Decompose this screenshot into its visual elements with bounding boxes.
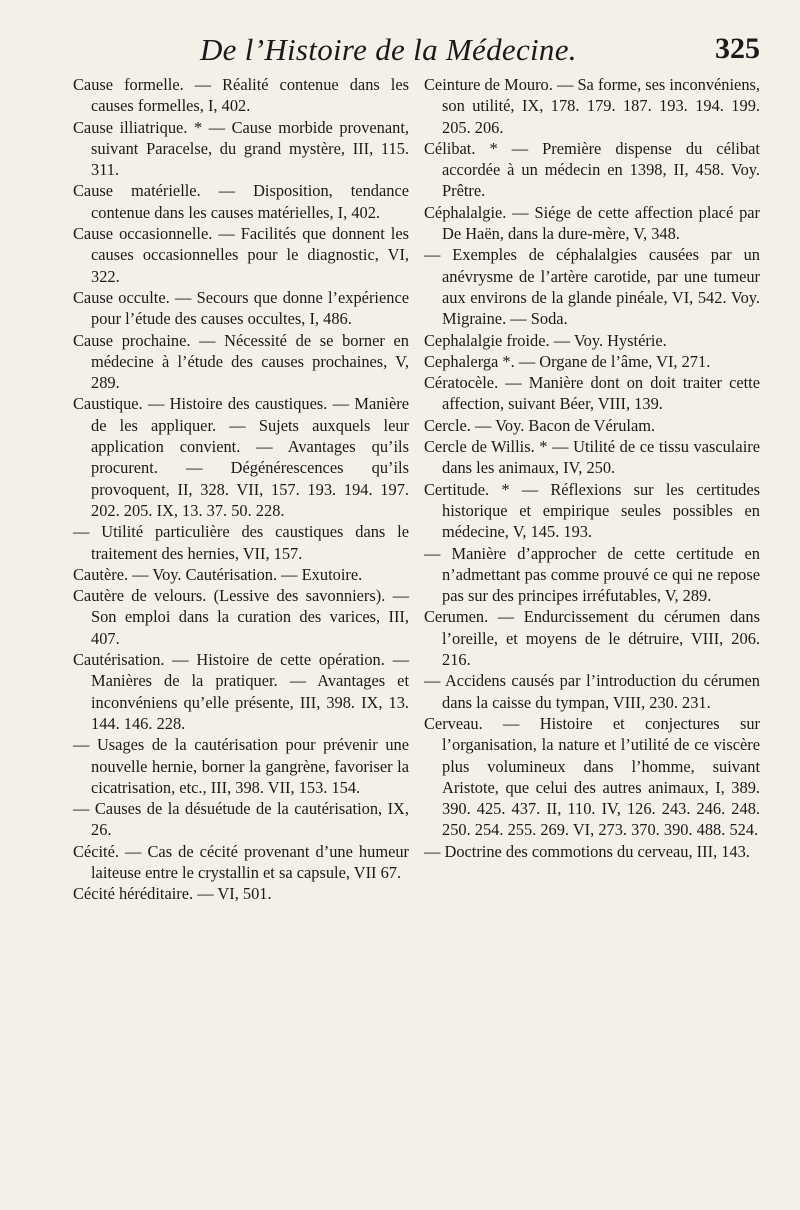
index-entry: Cephalalgie froide. — Voy. Hystérie. — [424, 330, 667, 350]
index-entry: Cause formelle. — Réalité contenue dans les causes formelles, I, 402. — [73, 75, 409, 116]
index-subentry: — Usages de la cautérisation pour prévenir une nouvelle hernie, borner la gangrène, favoriser la cicatrisation, etc., III, 398. VII, 153. 154. — [73, 735, 409, 797]
index-entry: Cercle. — Voy. Bacon de Vérulam. — [424, 415, 656, 435]
index-entry: Caustique. — Histoire des caustiques. — Manière de les appliquer. — Sujets auxquels leur application convient. — Avantages qu’ils procurent. — Dégénérescences qu’ils provoquent, II, 328. VII, 157. 193. 194. 197. 202. 205. IX, 13. 37. 50. 228. — [73, 394, 409, 520]
page-number: 325 — [715, 32, 760, 65]
index-entry: Cerveau. — Histoire et conjectures sur l’organisation, la nature et l’utilité de ce viscère plus volumineux dans l’homme, suivant Aristote, que celui des autres animaux, I, 389. 390. 425. 437. II, 110. IV, 126. 243. 246. 248. 250. 254. 255. 269. VI, 273. 370. 390. 488. 524. — [424, 713, 760, 840]
running-title: De l’Histoire de la Médecine. — [200, 32, 577, 67]
index-entry: Cause prochaine. — Nécessité de se borner en médecine à l’étude des causes prochaines, V, 289. — [73, 330, 409, 393]
index-entry: Cautérisation. — Histoire de cette opération. — Manières de la pratiquer. — Avantages et inconvéniens qu’elle présente, III, 398. IX, 13. 144. 146. 228. — [73, 650, 409, 733]
index-subentry: — Causes de la désuétude de la cautérisation, IX, 26. — [73, 799, 409, 840]
index-entry: Cause illiatrique. * — Cause morbide provenant, suivant Paracelse, du grand mystère, III, 115. 311. — [73, 117, 409, 180]
index-entry: Cécité. — Cas de cécité provenant d’une humeur laiteuse entre le crystallin et sa capsule, VII 67. — [73, 841, 409, 882]
index-entry: Cerumen. — Endurcissement du cérumen dans l’oreille, et moyens de le détruire, VIII, 206. 216. — [424, 607, 760, 670]
index-subentry: — Manière d’approcher de cette certitude en n’admettant pas comme prouvé ce qui ne repose pas sur des principes irréfutables, V, 289. — [424, 543, 760, 606]
index-entry: Certitude. * — Réflexions sur les certitudes historique et empirique seules possibles en médecine, V, 145. 193. — [424, 479, 760, 542]
index-entry: Célibat. * — Première dispense du célibat accordée à un médecin en 1398, II, 458. Voy. Prêtre. — [424, 138, 760, 201]
index-entry: Cercle de Willis. * — Utilité de ce tissu vasculaire dans les animaux, IV, 250. — [424, 437, 760, 478]
index-entry: Céphalalgie. — Siége de cette affection placé par De Haën, dans la dure-mère, V, 348. — [424, 202, 760, 244]
index-entry: Cautère. — Voy. Cautérisation. — Exutoire. — [73, 564, 363, 584]
index-entry: Cautère de velours. (Lessive des savonniers). — Son emploi dans la curation des varices, III, 407. — [73, 586, 409, 648]
index-entry: Ceinture de Mouro. — Sa forme, ses inconvéniens, son utilité, IX, 178. 179. 187. 193. 194. 199. 205. 206. — [424, 75, 760, 137]
index-entry: Cécité héréditaire. — VI, 501. — [73, 884, 272, 904]
index-entry: Cephalerga *. — Organe de l’âme, VI, 271. — [424, 351, 711, 371]
index-entry: Cause matérielle. — Disposition, tendance contenue dans les causes matérielles, I, 402. — [73, 181, 409, 222]
index-subentry: — Exemples de céphalalgies causées par un anévrysme de l’artère carotide, par une tumeur aux environs de la glande pinéale, VI, 542. Voy. Migraine. — Soda. — [424, 245, 760, 329]
index-entry: Cératocèle. — Manière dont on doit traiter cette affection, suivant Béer, VIII, 139. — [424, 373, 760, 414]
left-column — [73, 74, 409, 905]
index-subentry: — Accidens causés par l’introduction du cérumen dans la caisse du tympan, VIII, 230. 231. — [424, 671, 760, 712]
page-header — [70, 28, 760, 72]
right-column — [424, 74, 760, 862]
index-entry: Cause occulte. — Secours que donne l’expérience pour l’étude des causes occultes, I, 486. — [73, 287, 409, 329]
index-subentry: — Doctrine des commotions du cerveau, III, 143. — [424, 841, 750, 861]
index-entry: Cause occasionnelle. — Facilités que donnent les causes occasionnelles pour le diagnostic, VI, 322. — [73, 224, 409, 286]
index-subentry: — Utilité particulière des caustiques dans le traitement des hernies, VII, 157. — [73, 522, 409, 563]
